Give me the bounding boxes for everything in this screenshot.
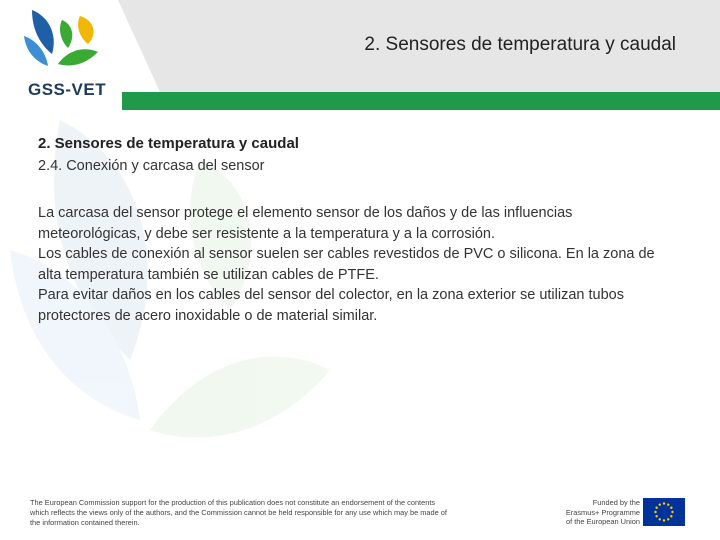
section-subtitle: 2.4. Conexión y carcasa del sensor (38, 158, 265, 174)
eu-star-icon (655, 507, 657, 509)
eu-star-icon (659, 518, 661, 520)
header-green-bar (122, 92, 720, 110)
paragraph: Para evitar daños en los cables del sensor del colector, en la zona exterior se utilizan tubos protectores de acero inoxidable o de material similar. (38, 287, 624, 324)
eu-flag-icon (643, 498, 685, 526)
eu-star-icon (663, 502, 665, 504)
eu-star-icon (670, 515, 672, 517)
slide-content (38, 134, 678, 326)
slide-header-title: 2. Sensores de temperatura y caudal (364, 34, 676, 55)
paragraph: La carcasa del sensor protege el elemento sensor de los daños y de las influencias meteorológicas, y debe ser resistente a la temperatura y a la corrosión. (38, 205, 573, 242)
eu-star-icon (654, 511, 656, 513)
body-text (38, 203, 678, 326)
eu-star-icon (670, 507, 672, 509)
eu-star-icon (659, 503, 661, 505)
eu-star-icon (667, 503, 669, 505)
section-title: 2. Sensores de temperatura y caudal (38, 135, 299, 152)
eu-star-icon (655, 515, 657, 517)
eu-star-icon (667, 518, 669, 520)
eu-disclaimer: The European Commission support for the production of this publication does not constitute an endorsement of the contents which reflects the views only of the authors, and the Commission cannot be held responsible for any use which may be made of the information contained therein. (30, 498, 447, 527)
paragraph: Los cables de conexión al sensor suelen ser cables revestidos de PVC o silicona. En la zona de alta temperatura también se utilizan cables de PTFE. (38, 246, 655, 283)
funded-line: Funded by the (592, 498, 640, 507)
eu-star-icon (671, 511, 673, 513)
funded-line: of the European Union (566, 517, 640, 526)
eu-star-icon (663, 519, 665, 521)
logo-text: GSS-VET (28, 80, 107, 99)
funded-by-text (560, 498, 640, 527)
funded-line: Erasmus+ Programme (565, 507, 640, 517)
